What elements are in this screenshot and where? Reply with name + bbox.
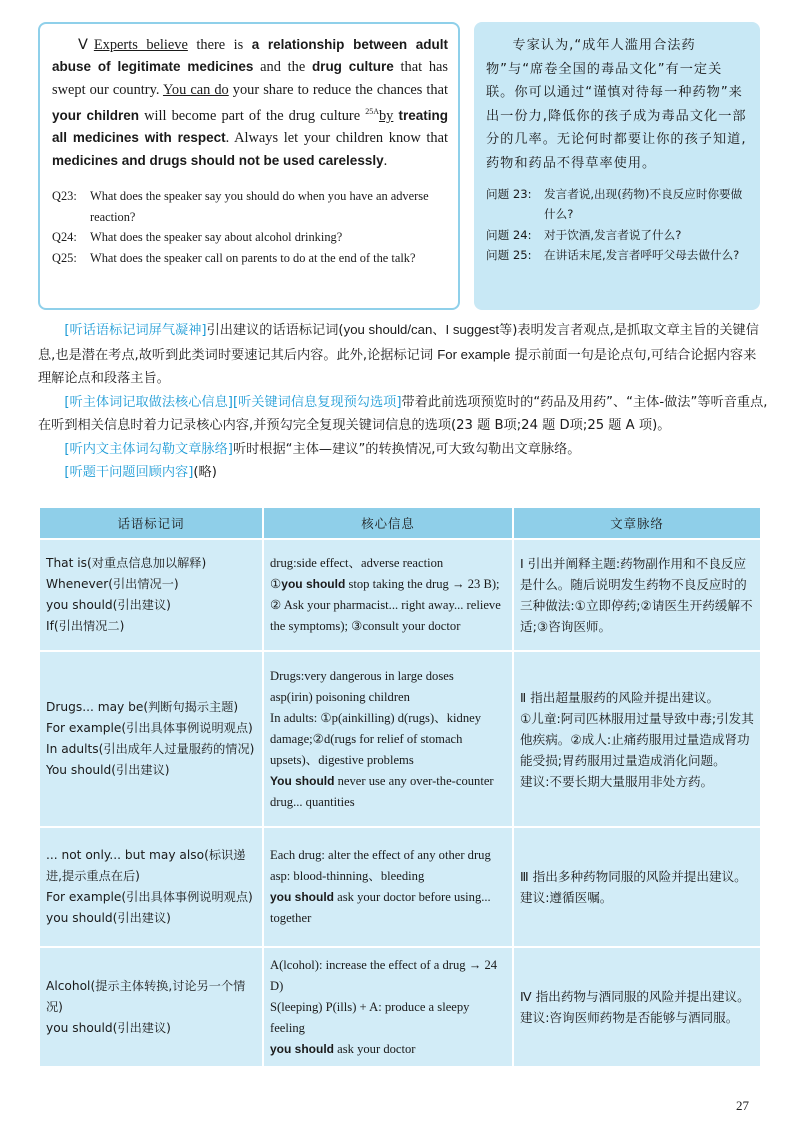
cell-line: A(lcohol): increase the effect of a drug → 24 D): [270, 957, 498, 993]
question-text: 发言者说,出现(药物)不良反应时你要做什么?: [544, 186, 743, 222]
tip-heading: [听话语标记词屏气凝神]: [64, 323, 207, 338]
cell-line: 建议:不要长期大量服用非处方药。: [520, 773, 714, 789]
marker-cell: [40, 948, 262, 1066]
cell-line: Drugs... may be(判断句揭示主题): [46, 700, 239, 714]
translation-question: [486, 225, 750, 246]
question-text: What does the speaker call on parents to do at the end of the talk?: [90, 250, 416, 265]
marker-cell: [40, 828, 262, 946]
question-number: Q25:: [52, 250, 77, 265]
tip-heading: [听题干问题回顾内容]: [64, 465, 194, 480]
cell-text: never use any over-the-counter drug... quantities: [270, 773, 494, 809]
cell-line: In adults(引出成年人过量服药的情况): [46, 742, 255, 756]
cell-line: ... not only... but may also(标识递进,提示重点在后): [46, 848, 246, 883]
cell-line: Each drug: alter the effect of any other drug: [270, 848, 491, 862]
core-info-cell: [264, 948, 512, 1066]
cell-text: ask your doctor: [334, 1041, 416, 1056]
translation-question: [486, 245, 750, 266]
tip-heading: [听主体词记取做法核心信息]: [64, 394, 233, 410]
english-passage: [52, 34, 448, 172]
marker-cell: [40, 652, 262, 826]
question-number: 问题 25:: [486, 248, 532, 263]
page-number: 27: [736, 1098, 749, 1113]
question-item: [52, 186, 448, 227]
cell-line: [270, 1039, 506, 1060]
cell-line: Ⅳ 指出药物与酒同服的风险并提出建议。: [520, 989, 750, 1004]
cell-line: In adults: ①p(ainkilling) d(rugs)、kidney damage;②d(rugs for relief of stomach upsets)、digestive problems: [270, 710, 482, 767]
tip-paragraph: [38, 438, 768, 462]
cell-line: ①儿童:阿司匹林服用过量导致中毒;引发其他疾病。②成人:止痛药服用过量造成肾功能受损;胃药服用过量造成消化问题。: [520, 710, 754, 768]
table-row: [40, 828, 760, 946]
cell-line: [270, 887, 506, 929]
cell-line: That is(对重点信息加以解释): [46, 556, 207, 570]
cell-line: For example(引出具体事例说明观点): [46, 721, 253, 735]
cell-line: Alcohol(提示主体转换,讨论另一个情况): [46, 978, 246, 1014]
tip-heading: [听内文主体词勾勒文章脉络]: [64, 441, 233, 457]
column-header: 文章脉络: [514, 508, 760, 538]
passage-keyword: medicines and drugs should not be used carelessly: [52, 152, 384, 168]
column-header: 话语标记词: [40, 508, 262, 538]
passage-section: [38, 22, 760, 312]
tip-text: (略): [193, 465, 217, 480]
structure-cell: [514, 652, 760, 826]
tip-paragraph: [38, 391, 768, 438]
tip-text: 提示前面一句是论点句,可结合论据内容来理解论点和段落主旨。: [38, 347, 757, 386]
question-number: 问题 23:: [486, 186, 532, 201]
cell-line: Ⅲ 指出多种药物同服的风险并提出建议。: [520, 869, 747, 884]
question-text: What does the speaker say about alcohol drinking?: [90, 230, 343, 245]
cell-text: ①: [270, 577, 282, 591]
question-number: Q24:: [52, 230, 77, 245]
tip-paragraph: [38, 461, 768, 485]
cell-line: You should(引出建议): [46, 763, 170, 777]
tip-text: 听时根据“主体—建议”的转换情况,可大致勾勒出文章脉络。: [232, 441, 581, 457]
translation-box: [474, 22, 760, 310]
cell-keyword: You should: [270, 773, 335, 788]
passage-text: .: [383, 152, 388, 169]
english-passage-box: [38, 22, 460, 310]
tip-text: 带着此前选项预览时的“药品及用药”、“主体-做法”等听音重点,在听到相关信息时着力记录核心内容,并预勾完全复现关键词信息的选项(23 题 B项;24 题 D项;25 题 A 项)。: [38, 394, 768, 433]
answer-marker: 25A: [365, 107, 379, 117]
cell-line: 建议:遵循医嘱。: [520, 890, 613, 905]
cell-line: asp(irin) poisoning children: [270, 689, 410, 704]
passage-keyword: a relationship between adult abuse of legitimate medicines: [52, 37, 448, 75]
structure-cell: [514, 828, 760, 946]
tip-text: 等)表明发言者观点,是抓取文章主旨的关键信息,也是潜在考点,故听到此类词时要速记其后内容。此外,论据标记词: [38, 323, 759, 363]
cell-text: ask your doctor before using... together: [270, 890, 491, 925]
cell-line: you should(引出建议): [46, 598, 171, 612]
cell-line: Whenever(引出情况一): [46, 577, 179, 591]
cell-line: For example(引出具体事例说明观点): [46, 890, 253, 904]
marker-cell: [40, 540, 262, 650]
passage-keyword: drug culture: [311, 59, 394, 75]
passage-text: that has swept our country.: [52, 59, 449, 98]
passage-keyword: your children: [52, 108, 140, 124]
tip-heading: [听关键词信息复现预勾选项]: [232, 394, 402, 410]
core-info-cell: [264, 828, 512, 946]
translation-question-list: [486, 184, 750, 266]
cell-line: [270, 574, 506, 637]
cell-line: [270, 771, 506, 813]
tip-text: you should/can、I suggest: [343, 322, 500, 337]
table-row: [40, 948, 760, 1066]
question-number: Q23:: [52, 189, 77, 204]
core-info-cell: [264, 652, 512, 826]
tip-text: 引出建议的话语标记词(: [206, 323, 344, 338]
cell-line: If(引出情况二): [46, 619, 125, 633]
question-text: 对于饮酒,发言者说了什么?: [544, 227, 682, 242]
passage-text: your share to reduce the chances that: [228, 81, 448, 98]
question-number: 问题 24:: [486, 227, 532, 242]
cell-line: 建议:咨询医师药物是否能够与酒同服。: [520, 1010, 739, 1025]
tip-paragraph: [38, 318, 768, 391]
structure-cell: [514, 948, 760, 1066]
cell-line: you should(引出建议): [46, 911, 171, 925]
cell-line: you should(引出建议): [46, 1020, 171, 1035]
question-list: [52, 186, 448, 268]
listening-tips: [38, 318, 768, 485]
cell-line: drug:side effect、adverse reaction: [270, 556, 444, 570]
cell-line: Ⅱ 指出超量服药的风险并提出建议。: [520, 689, 720, 705]
cell-keyword: you should: [270, 1041, 334, 1056]
question-text: What does the speaker say you should do when you have an adverse reaction?: [90, 189, 429, 224]
passage-text: by: [378, 108, 394, 125]
analysis-table: [38, 506, 762, 1068]
table-row: [40, 540, 760, 650]
structure-cell: Ⅰ 引出并阐释主题:药物副作用和不良反应是什么。随后说明发生药物不良反应时的三种做法:①立即停药;②请医生开药缓解不适;③咨询医师。: [514, 540, 760, 650]
question-text: 在讲话末尾,发言者呼吁父母去做什么?: [544, 248, 740, 263]
passage-text: will become part of the drug culture: [139, 108, 366, 125]
question-item: [52, 227, 448, 248]
passage-text: Experts believe: [93, 37, 188, 53]
cell-text: stop taking the drug → 23 B); ② Ask your pharmacist... right away... relieve the symptoms); ③consult your doctor: [270, 577, 501, 633]
table-header-row: [40, 508, 760, 538]
column-header: 核心信息: [264, 508, 512, 538]
passage-keyword: treating all medicines with respect: [52, 108, 448, 146]
cell-line: Drugs:very dangerous in large doses: [270, 668, 454, 683]
passage-text: . Always let your children know that: [225, 130, 448, 147]
cell-line: S(leeping) P(ills) + A: produce a sleepy feeling: [270, 999, 470, 1035]
section-numeral: Ⅴ: [78, 37, 88, 53]
question-item: [52, 248, 448, 269]
table-row: [40, 652, 760, 826]
tip-text: For example: [437, 346, 511, 362]
translation-question: [486, 184, 750, 225]
passage-text: there is: [187, 37, 252, 53]
core-info-cell: [264, 540, 512, 650]
cell-line: asp: blood-thinning、bleeding: [270, 869, 425, 883]
cell-keyword: you should: [281, 577, 346, 591]
passage-text: and the: [253, 59, 312, 76]
cell-keyword: you should: [270, 890, 334, 904]
passage-text: You can do: [162, 81, 229, 98]
translation-paragraph: 专家认为,“成年人滥用合法药物”与“席卷全国的毒品文化”有一定关联。你可以通过“谨慎对待每一种药物”来出一份力,降低你的孩子成为毒品文化一部分的几率。无论何时都要让你的孩子知道,药物和药品不得草率使用。: [486, 38, 747, 171]
